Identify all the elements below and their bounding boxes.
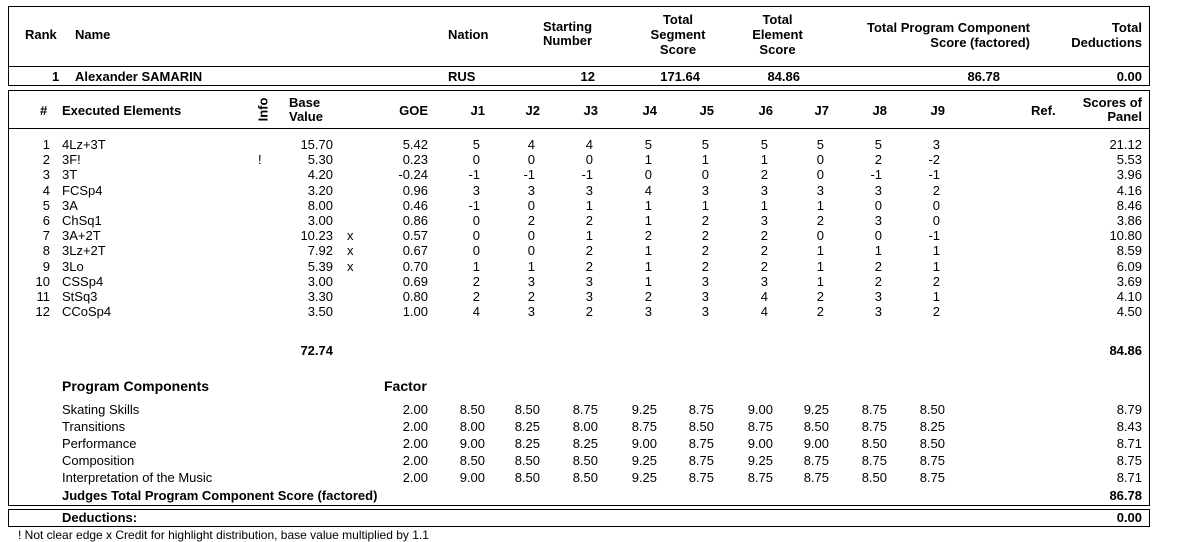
element-name: 3Lz+2T [62,243,106,259]
element-judge-score-j7: 1 [816,197,824,213]
skater-total-deductions: 0.00 [1116,69,1142,84]
component-judge-score-j9: 8.25 [919,419,945,434]
component-score: 8.75 [1116,453,1142,468]
element-judge-score-j3: 3 [585,273,593,289]
element-name: 3F! [62,152,81,168]
judge-header-6: J6 [758,103,773,118]
element-judge-score-j3: 3 [585,289,593,304]
element-name: ChSq1 [62,213,102,228]
rank-label: Rank [25,27,57,42]
element-judge-score-j2: 0 [527,228,535,244]
element-name: CCoSp4 [62,304,112,320]
judge-header-3: J3 [583,103,598,118]
component-judge-score-j7: 8.50 [803,419,829,434]
element-judge-score-j3: 2 [585,243,593,259]
element-goe: 5.42 [402,137,428,152]
element-judge-score-j6: 1 [760,152,768,168]
component-factor: 2.00 [402,470,428,485]
component-judge-score-j5: 8.75 [688,436,714,451]
element-judge-score-j2: 2 [527,213,535,228]
element-judge-score-j4: 2 [644,228,652,244]
element-judge-score-j3: 3 [585,182,593,198]
element-judge-score-j8: 0 [874,197,882,213]
element-panel-score: 5.53 [1116,152,1142,168]
element-judge-score-j7: 2 [816,213,824,228]
component-judge-score-j6: 9.25 [747,453,773,468]
element-panel-score: 21.12 [1109,137,1142,152]
element-judge-score-j5: 3 [701,289,709,304]
skater-total-segment-score: 171.64 [660,69,700,84]
component-factor: 2.00 [402,402,428,417]
component-judge-score-j6: 9.00 [747,436,773,451]
component-judge-score-j4: 9.25 [631,470,657,485]
element-goe: 0.69 [402,273,428,289]
component-judge-score-j7: 9.25 [803,402,829,417]
element-judge-score-j1: -1 [468,167,480,183]
element-goe: 0.57 [402,228,428,244]
element-judge-score-j4: 5 [644,137,652,152]
element-judge-score-j3: 2 [585,258,593,274]
element-goe: 0.67 [402,243,428,259]
element-judge-score-j7: 1 [816,243,824,259]
element-num: 5 [42,197,50,213]
element-goe: 0.46 [402,197,428,213]
component-factor: 2.00 [402,436,428,451]
component-score: 8.71 [1116,470,1142,485]
skater-starting-number: 12 [580,69,595,84]
element-judge-score-j2: 3 [527,304,535,320]
element-judge-score-j1: 2 [472,273,480,289]
element-judge-score-j3: 4 [585,137,593,152]
element-panel-score: 4.16 [1116,182,1142,198]
element-judge-score-j1: 3 [472,182,480,198]
component-judge-score-j5: 8.75 [688,402,714,417]
element-judge-score-j3: 2 [585,213,593,228]
ref-label: Ref. [1031,103,1056,118]
total-deductions-label: Total Deductions [1071,20,1142,50]
judge-header-4: J4 [642,103,657,118]
element-base-value: 5.30 [307,152,333,168]
goe-label: GOE [399,103,428,118]
component-judge-score-j3: 8.00 [572,419,598,434]
component-row [0,453,1179,470]
element-num: 9 [42,258,50,274]
component-judge-score-j9: 8.50 [919,436,945,451]
component-judge-score-j6: 8.75 [747,470,773,485]
element-judge-score-j2: 3 [527,182,535,198]
element-panel-score: 3.86 [1116,213,1142,228]
element-panel-score: 3.96 [1116,167,1142,183]
element-base-value: 3.00 [307,273,333,289]
components-total-label: Judges Total Program Component Score (factored) [62,488,378,503]
element-judge-score-j1: 0 [472,213,480,228]
component-judge-score-j6: 8.75 [747,419,773,434]
component-judge-score-j7: 8.75 [803,470,829,485]
element-judge-score-j4: 2 [644,289,652,304]
element-judge-score-j4: 1 [644,243,652,259]
element-judge-score-j1: 5 [472,137,480,152]
component-factor: 2.00 [402,419,428,434]
element-judge-score-j8: 3 [874,289,882,304]
element-goe: -0.24 [398,167,428,183]
nation-label: Nation [448,27,489,42]
base-value-total: 72.74 [300,343,333,358]
element-judge-score-j7: 3 [816,182,824,198]
element-base-value: 8.00 [307,197,333,213]
element-judge-score-j2: 3 [527,273,535,289]
base-value-label: Base Value [289,95,323,124]
element-num: 3 [42,167,50,183]
component-factor: 2.00 [402,453,428,468]
element-judge-score-j7: 2 [816,304,824,320]
element-judge-score-j2: 1 [527,258,535,274]
element-judge-score-j7: 5 [816,137,824,152]
element-num: 6 [42,213,50,228]
element-goe: 0.80 [402,289,428,304]
elements-score-total: 84.86 [1109,343,1142,358]
component-judge-score-j1: 8.50 [459,402,485,417]
component-judge-score-j5: 8.75 [688,470,714,485]
component-judge-score-j5: 8.50 [688,419,714,434]
component-judge-score-j2: 8.50 [514,453,540,468]
judge-header-2: J2 [525,103,540,118]
element-name: 3A+2T [62,228,101,244]
element-goe: 0.86 [402,213,428,228]
element-num: 4 [42,182,50,198]
footnote: ! Not clear edge x Credit for highlight distribution, base value multiplied by 1.1 [18,528,429,542]
element-panel-score: 4.50 [1116,304,1142,320]
element-name: FCSp4 [62,182,103,198]
factor-label: Factor [384,378,427,394]
element-judge-score-j9: 3 [932,137,940,152]
element-judge-score-j3: 2 [585,304,593,320]
element-judge-score-j5: 2 [701,213,709,228]
element-judge-score-j8: 3 [874,213,882,228]
element-judge-score-j1: -1 [468,197,480,213]
deductions-label: Deductions: [62,510,138,525]
element-judge-score-j5: 1 [701,152,709,168]
component-judge-score-j9: 8.75 [919,470,945,485]
header-divider [8,66,1150,67]
component-row [0,436,1179,453]
element-name: StSq3 [62,289,98,304]
element-judge-score-j4: 0 [644,167,652,183]
element-judge-score-j4: 4 [644,182,652,198]
component-judge-score-j1: 9.00 [459,470,485,485]
element-judge-score-j9: 1 [932,243,940,259]
skater-rank: 1 [52,69,60,84]
element-judge-score-j1: 0 [472,152,480,168]
element-name: 3Lo [62,258,84,274]
element-judge-score-j9: 2 [932,273,940,289]
component-judge-score-j8: 8.50 [861,470,887,485]
component-row [0,470,1179,487]
element-judge-score-j5: 2 [701,258,709,274]
element-base-value: 3.00 [307,213,333,228]
element-judge-score-j6: 2 [760,167,768,183]
element-judge-score-j9: 2 [932,304,940,320]
element-judge-score-j5: 2 [701,243,709,259]
element-judge-score-j1: 0 [472,228,480,244]
element-goe: 0.23 [402,152,428,168]
deductions-box [8,509,1150,527]
element-judge-score-j3: -1 [581,167,593,183]
component-name: Interpretation of the Music [62,470,213,485]
element-judge-score-j4: 1 [644,152,652,168]
element-name: 3A [62,197,78,213]
element-num: 8 [42,243,50,259]
element-judge-score-j9: -1 [928,167,940,183]
element-judge-score-j6: 3 [760,273,768,289]
element-name: 3T [62,167,78,183]
element-judge-score-j8: 2 [874,273,882,289]
element-judge-score-j9: -1 [928,228,940,244]
element-judge-score-j5: 2 [701,228,709,244]
element-judge-score-j1: 4 [472,304,480,320]
element-judge-score-j8: 2 [874,152,882,168]
element-judge-score-j2: 2 [527,289,535,304]
element-base-value: 3.20 [307,182,333,198]
element-judge-score-j7: 2 [816,289,824,304]
element-judge-score-j6: 2 [760,258,768,274]
skater-total-element-score: 84.86 [767,69,800,84]
element-judge-score-j4: 1 [644,213,652,228]
component-name: Performance [62,436,137,451]
element-panel-score: 8.46 [1116,197,1142,213]
element-judge-score-j6: 2 [760,228,768,244]
component-judge-score-j4: 9.25 [631,453,657,468]
element-judge-score-j1: 2 [472,289,480,304]
total-element-score-label: Total Element Score [752,12,803,57]
element-judge-score-j2: 4 [527,137,535,152]
element-judge-score-j2: -1 [523,167,535,183]
element-judge-score-j3: 0 [585,152,593,168]
judge-header-1: J1 [470,103,485,118]
component-judge-score-j9: 8.75 [919,453,945,468]
deductions-value: 0.00 [1116,510,1142,525]
element-bonus-mark: x [347,243,354,259]
elements-num-label: # [40,103,48,118]
element-judge-score-j5: 5 [701,137,709,152]
judge-header-5: J5 [699,103,714,118]
element-judge-score-j6: 3 [760,213,768,228]
element-judge-score-j7: 1 [816,273,824,289]
component-judge-score-j2: 8.50 [514,402,540,417]
element-num: 1 [42,137,50,152]
element-judge-score-j8: -1 [870,167,882,183]
element-judge-score-j2: 0 [527,152,535,168]
scores-of-panel-label: Scores of Panel [1082,95,1142,124]
element-bonus-mark: x [347,228,354,244]
component-judge-score-j1: 8.00 [459,419,485,434]
element-base-value: 4.20 [307,167,333,183]
element-panel-score: 10.80 [1109,228,1142,244]
component-judge-score-j9: 8.50 [919,402,945,417]
component-judge-score-j2: 8.25 [514,436,540,451]
element-panel-score: 4.10 [1116,289,1142,304]
element-judge-score-j9: 2 [932,182,940,198]
element-judge-score-j7: 1 [816,258,824,274]
component-judge-score-j3: 8.25 [572,436,598,451]
program-components-title: Program Components [62,378,210,394]
component-judge-score-j8: 8.75 [861,419,887,434]
element-info: ! [258,152,262,168]
element-judge-score-j7: 0 [816,228,824,244]
component-row [0,419,1179,436]
element-judge-score-j6: 4 [760,289,768,304]
element-judge-score-j8: 3 [874,304,882,320]
element-judge-score-j4: 1 [644,258,652,274]
element-name: 4Lz+3T [62,137,106,152]
element-judge-score-j1: 0 [472,243,480,259]
component-judge-score-j4: 9.00 [631,436,657,451]
element-judge-score-j5: 3 [701,273,709,289]
element-judge-score-j5: 1 [701,197,709,213]
element-judge-score-j2: 0 [527,243,535,259]
element-bonus-mark: x [347,258,354,274]
element-judge-score-j4: 1 [644,273,652,289]
element-judge-score-j9: 0 [932,213,940,228]
element-judge-score-j4: 1 [644,197,652,213]
element-base-value: 10.23 [300,228,333,244]
element-num: 11 [36,289,50,304]
component-name: Skating Skills [62,402,140,417]
element-judge-score-j3: 1 [585,228,593,244]
element-num: 2 [42,152,50,168]
element-judge-score-j8: 0 [874,228,882,244]
component-judge-score-j4: 8.75 [631,419,657,434]
skater-tpcs: 86.78 [967,69,1000,84]
judge-header-7: J7 [814,103,829,118]
component-judge-score-j1: 9.00 [459,436,485,451]
element-judge-score-j5: 3 [701,304,709,320]
element-judge-score-j6: 4 [760,304,768,320]
element-judge-score-j4: 3 [644,304,652,320]
element-judge-score-j5: 3 [701,182,709,198]
element-judge-score-j8: 1 [874,243,882,259]
judge-header-8: J8 [872,103,887,118]
component-name: Composition [62,453,135,468]
element-judge-score-j7: 0 [816,152,824,168]
executed-elements-label: Executed Elements [62,103,182,118]
element-num: 10 [35,273,50,289]
component-judge-score-j2: 8.25 [514,419,540,434]
element-goe: 0.70 [402,258,428,274]
element-judge-score-j6: 1 [760,197,768,213]
element-base-value: 15.70 [300,137,333,152]
component-judge-score-j2: 8.50 [514,470,540,485]
element-judge-score-j9: -2 [928,152,940,168]
element-judge-score-j9: 1 [932,258,940,274]
skater-nation: RUS [448,69,476,84]
element-panel-score: 3.69 [1116,273,1142,289]
judge-header-9: J9 [930,103,945,118]
component-judge-score-j8: 8.75 [861,402,887,417]
element-goe: 0.96 [402,182,428,198]
element-panel-score: 8.59 [1116,243,1142,259]
component-score: 8.71 [1116,436,1142,451]
element-judge-score-j6: 3 [760,182,768,198]
element-judge-score-j9: 1 [932,289,940,304]
component-judge-score-j8: 8.50 [861,436,887,451]
element-judge-score-j6: 2 [760,243,768,259]
element-judge-score-j2: 0 [527,197,535,213]
component-judge-score-j6: 9.00 [747,402,773,417]
total-segment-score-label: Total Segment Score [650,12,706,57]
element-judge-score-j3: 1 [585,197,593,213]
component-judge-score-j7: 8.75 [803,453,829,468]
component-score: 8.43 [1116,419,1142,434]
element-goe: 1.00 [402,304,428,320]
element-base-value: 5.39 [307,258,333,274]
element-num: 12 [35,304,50,320]
tpcs-label: Total Program Component Score (factored) [867,20,1030,50]
element-base-value: 3.30 [307,289,333,304]
elements-header-divider [8,128,1150,129]
element-judge-score-j8: 3 [874,182,882,198]
element-judge-score-j5: 0 [701,167,709,183]
component-judge-score-j3: 8.75 [572,402,598,417]
component-judge-score-j8: 8.75 [861,453,887,468]
name-label: Name [75,27,111,42]
element-judge-score-j6: 5 [760,137,768,152]
info-label: Info [255,97,271,122]
skater-name: Alexander SAMARIN [75,69,203,84]
element-judge-score-j8: 5 [874,137,882,152]
element-base-value: 3.50 [307,304,333,320]
component-judge-score-j7: 9.00 [803,436,829,451]
element-num: 7 [42,228,50,244]
component-judge-score-j3: 8.50 [572,453,598,468]
element-row [0,304,1179,321]
components-total-value: 86.78 [1109,488,1142,503]
element-judge-score-j7: 0 [816,167,824,183]
starting-number-label: Starting Number [542,19,593,48]
component-score: 8.79 [1116,402,1142,417]
element-judge-score-j9: 0 [932,197,940,213]
element-panel-score: 6.09 [1116,258,1142,274]
component-judge-score-j5: 8.75 [688,453,714,468]
component-judge-score-j3: 8.50 [572,470,598,485]
element-name: CSSp4 [62,273,104,289]
element-judge-score-j1: 1 [472,258,480,274]
component-name: Transitions [62,419,126,434]
component-row [0,402,1179,419]
element-base-value: 7.92 [307,243,333,259]
component-judge-score-j1: 8.50 [459,453,485,468]
element-judge-score-j8: 2 [874,258,882,274]
component-judge-score-j4: 9.25 [631,402,657,417]
